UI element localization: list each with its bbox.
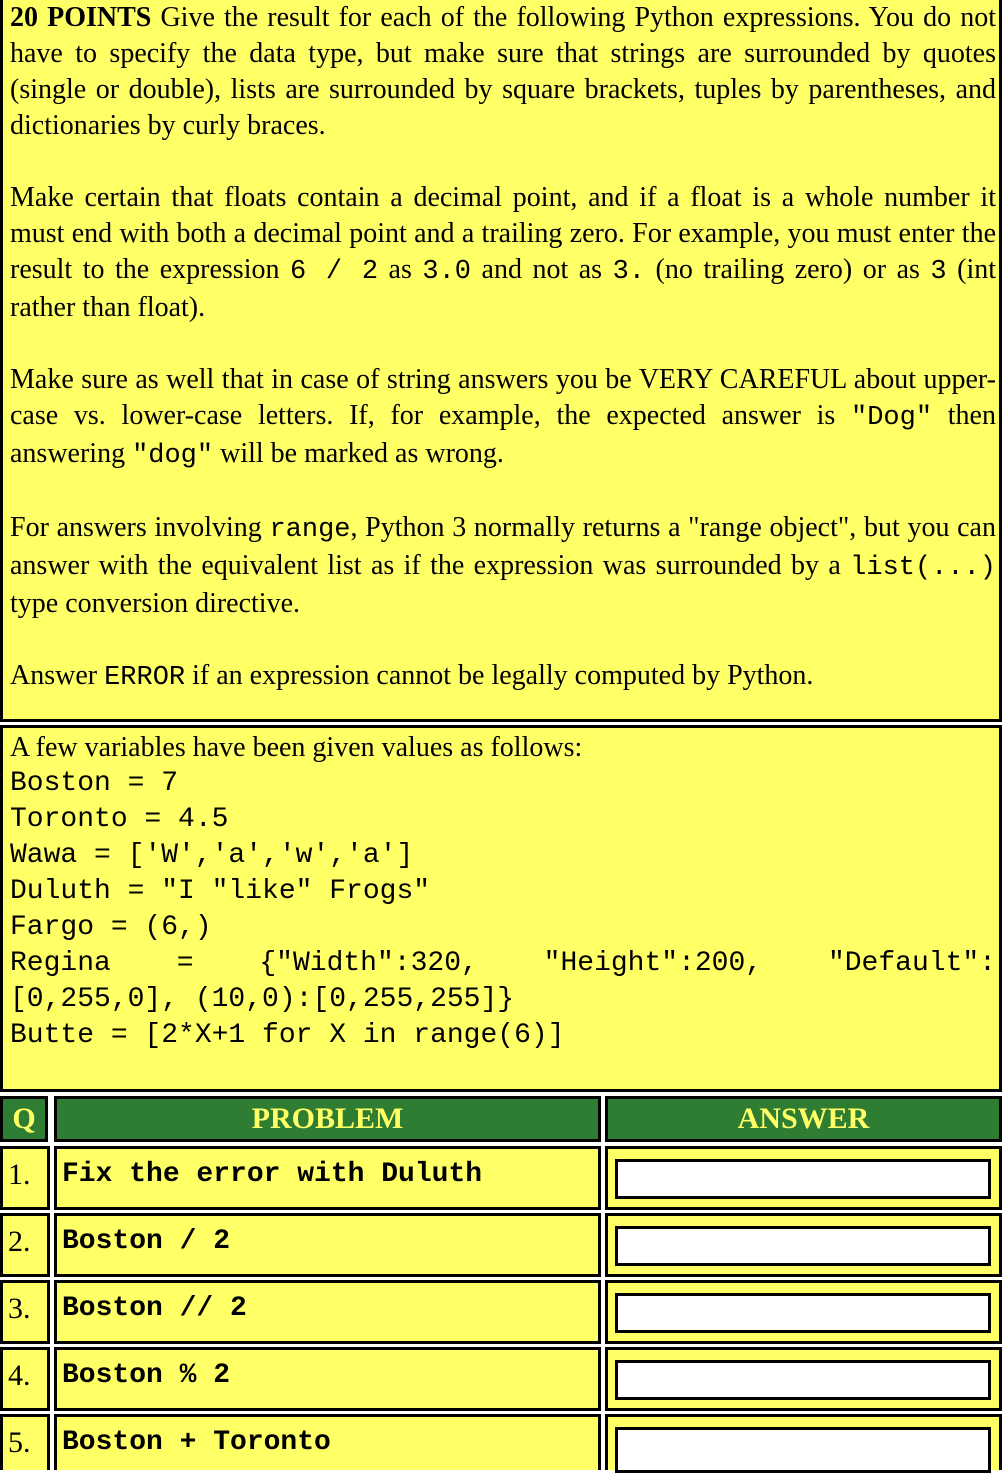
- regina-name: Regina: [10, 948, 111, 979]
- answer-input-1[interactable]: [615, 1159, 991, 1199]
- variables-panel: [0, 725, 1002, 1092]
- p3-code-1: "Dog": [851, 403, 933, 433]
- regina-equals: =: [176, 948, 194, 979]
- var-regina-line-2: [0,255,0], (10,0):[0,255,255]}: [10, 984, 515, 1015]
- p2-code-4: 3: [930, 257, 947, 287]
- instructions-paragraph-5: [10, 658, 996, 696]
- p4-code-2: list(...): [850, 553, 996, 583]
- p4-text-3: type conversion directive.: [10, 588, 301, 619]
- answer-cell-4: [605, 1347, 1002, 1411]
- header-problem: PROBLEM: [54, 1096, 601, 1142]
- p2-code-3: 3.: [612, 257, 645, 287]
- p4-text-2: , Python 3 normally returns a "range object", but you can answer with the equivalent list as if the expression was surrounded by a: [10, 512, 996, 581]
- p4-text-1: For answers involving: [10, 512, 270, 543]
- regina-default: "Default":: [827, 948, 996, 979]
- instructions-paragraph-1: [10, 0, 996, 144]
- header-answer: ANSWER: [605, 1096, 1002, 1142]
- p2-text-3: and not as: [471, 254, 613, 285]
- answer-input-4[interactable]: [615, 1360, 991, 1400]
- problem-1: Fix the error with Duluth: [54, 1146, 601, 1210]
- answer-input-2[interactable]: [615, 1226, 991, 1266]
- answer-input-5[interactable]: [615, 1427, 991, 1473]
- var-boston: Boston = 7: [10, 768, 179, 799]
- answer-cell-5: [605, 1414, 1002, 1470]
- p3-code-2: "dog": [132, 441, 214, 471]
- regina-width: {"Width":320,: [259, 948, 478, 979]
- points-label: 20 POINTS: [10, 2, 152, 33]
- question-number-2: 2.: [0, 1213, 50, 1277]
- problem-5: Boston + Toronto: [54, 1414, 601, 1470]
- var-fargo: Fargo = (6,): [10, 912, 212, 943]
- p3-text-3: will be marked as wrong.: [213, 438, 504, 469]
- instructions-paragraph-2: [10, 180, 996, 326]
- problem-4: Boston % 2: [54, 1347, 601, 1411]
- p3-text-1: Make sure as well that in case of string answers you be VERY CAREFUL about upper-case vs. lower-case letters. If, for example, the expected answer is: [10, 364, 996, 431]
- p1-text: Give the result for each of the following Python expressions. You do not have to specify the data type, but make sure that strings are surrounded by quotes (single or double), lists are surrounded by square brackets, tuples by parentheses, and dictionaries by curly braces.: [10, 2, 996, 141]
- question-number-4: 4.: [0, 1347, 50, 1411]
- answer-cell-2: [605, 1213, 1002, 1277]
- p2-code-1: 6 / 2: [290, 257, 379, 287]
- problem-3: Boston // 2: [54, 1280, 601, 1344]
- p2-text-5: (int rather than float).: [10, 254, 997, 323]
- p5-text-1: Answer: [10, 660, 105, 691]
- instructions-paragraph-3: [10, 362, 996, 474]
- problem-2: Boston / 2: [54, 1213, 601, 1277]
- p5-code-1: ERROR: [104, 663, 186, 693]
- header-q: Q: [0, 1096, 48, 1142]
- var-butte: Butte = [2*X+1 for X in range(6)]: [10, 1020, 565, 1051]
- p5-text-2: if an expression cannot be legally computed by Python.: [185, 660, 814, 691]
- p3-text-2: then answering: [10, 400, 996, 469]
- var-toronto: Toronto = 4.5: [10, 804, 229, 835]
- answer-input-3[interactable]: [615, 1293, 991, 1333]
- var-wawa: Wawa = ['W','a','w','a']: [10, 840, 414, 871]
- question-number-5: 5.: [0, 1414, 50, 1470]
- p2-text-2: as: [378, 254, 423, 285]
- p2-text-1: Make certain that floats contain a decimal point, and if a float is a whole number it must end with both a decimal point and a trailing zero. For example, you must enter the result to the expression: [10, 182, 996, 285]
- question-number-3: 3.: [0, 1280, 50, 1344]
- var-regina-line-1: [10, 946, 996, 982]
- question-number-1: 1.: [0, 1146, 50, 1210]
- answer-cell-1: [605, 1146, 1002, 1210]
- p2-code-2: 3.0: [422, 257, 472, 287]
- instructions-panel: [0, 0, 1002, 722]
- instructions-paragraph-4: [10, 510, 996, 622]
- var-duluth: Duluth = "I "like" Frogs": [10, 876, 431, 907]
- p4-code-1: range: [269, 515, 351, 545]
- p2-text-4: (no trailing zero) or as: [645, 254, 931, 285]
- regina-height: "Height":200,: [543, 948, 763, 979]
- variables-intro: A few variables have been given values as follows:: [10, 732, 583, 763]
- answer-cell-3: [605, 1280, 1002, 1344]
